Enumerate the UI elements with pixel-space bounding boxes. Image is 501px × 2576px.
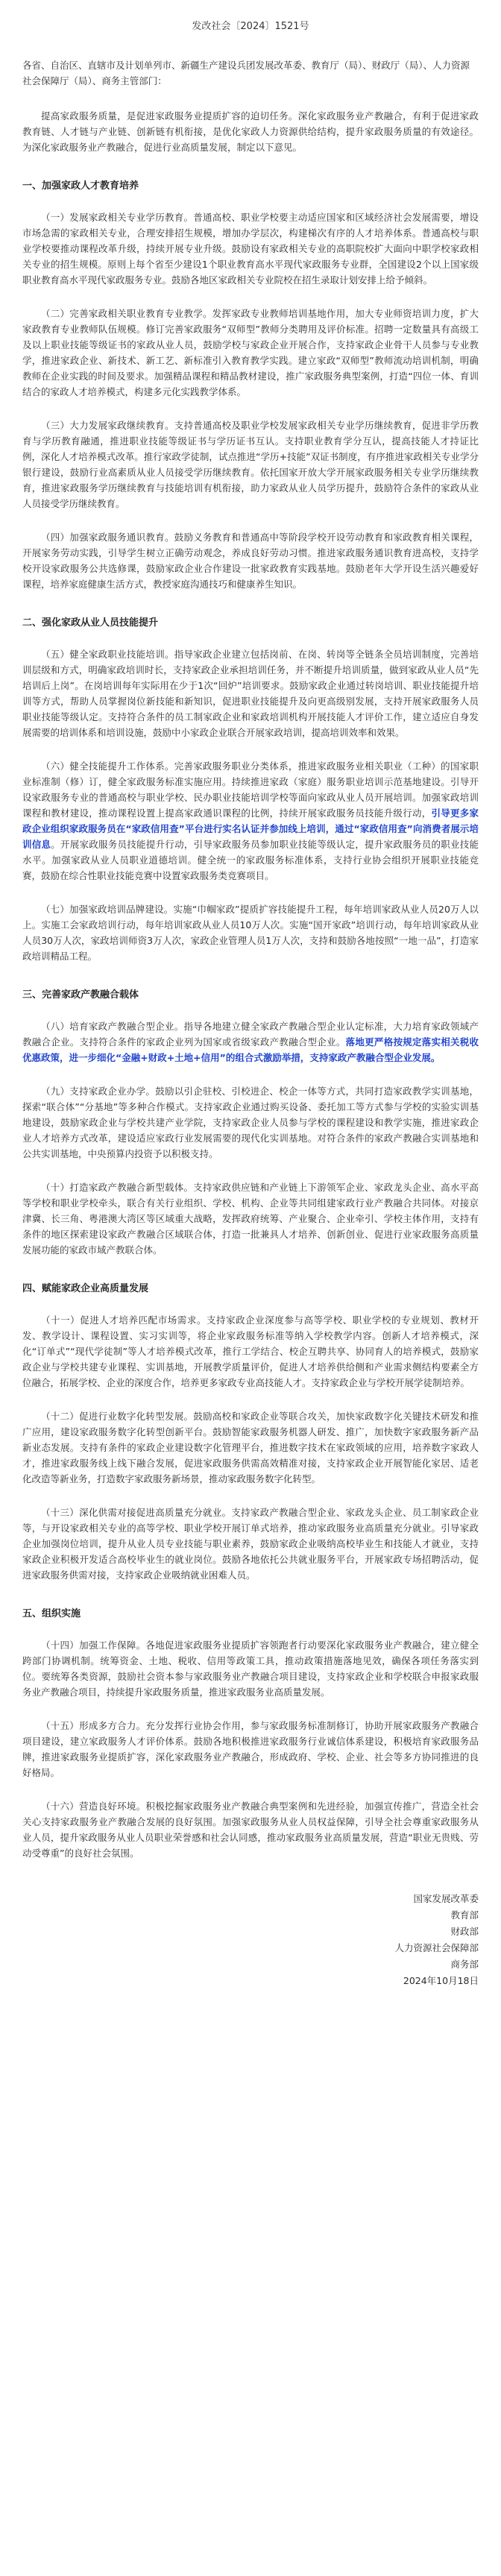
body-paragraph: [22, 1637, 479, 1700]
paragraph-text: （十四）加强工作保障。各地促进家政服务业提质扩容领跑者行动要深化家政服务业产教融合，建立健全跨部门协调机制。统筹资金、土地、税收、信用等政策工具，推动政策措施落地见效，确保各项任务落实到位。要统筹各类资源，鼓励社会资本参与家政服务业产教融合项目建设，支持家政企业和学校联合申报家政服务业产教融合项目，持续提升家政服务质量，推进家政服务业高质量发展。: [22, 1640, 479, 1698]
paragraph-text: （十五）形成多方合力。充分发挥行业协会作用，参与家政服务标准制修订，协助开展家政服务产教融合项目建设，建立家政服务人才评价体系。鼓励各地积极推进家政服务行业诚信体系建设，积极培育家政服务品牌，推进家政服务业提质扩容，深化家政服务业产教融合，形成政府、学校、企业、社会等多方协同推进的良好格局。: [22, 1720, 479, 1778]
body-paragraph: [22, 418, 479, 511]
signature-block: [22, 1891, 479, 1989]
signature-issuer: 国家发展改革委: [413, 1893, 479, 1904]
paragraph-text: （三）大力发展家政继续教育。支持普通高校及职业学校发展家政相关专业学历继续教育，促进非学历教育与学历教育融通，推进职业技能等级证书与学历证书互认。支持职业教育学分互认，提高技能人才持证比例，深化人才培养模式改革。推行家政学徒制，试点推进“学历+技能”双证书制度，有序推进家政相关专业学分银行建设，鼓励行业高素质从业人员接受学历继续教育。依托国家开放大学开展家政服务相关专业学历继续教育，推进家政服务学历继续教育与技能培训有机衔接，助力家政从业人员学历提升，鼓励符合条件的家政从业人员接受学历继续教育。: [22, 420, 479, 509]
paragraph-text: （二）完善家政相关职业教育专业教学。发挥家政专业教师培训基地作用，加大专业师资培训力度，扩大家政教育专业教师队伍规模。修订完善家政服务“双师型”教师分类聘用及评价标准。招聘一定数量具有高级工及以上职业技能等级证书的家政从业人员，鼓励学校与家政企业开展合作，支持家政企业骨干人员参与专业教学，推进家政企业、新技术、新工艺、新标准引入教育教学实践。建立家政“双师型”教师流动培训机制，明确教师在企业实践的时间及要求。加强精品课程和精品教材建设，推广家政服务典型案例，打造“四位一体、育训结合的家政人才培养模式，构建多元化实践教学体系。: [22, 308, 479, 397]
body-paragraph: [22, 1018, 479, 1065]
body-paragraph: [22, 210, 479, 288]
body-paragraph: [22, 901, 479, 964]
body-paragraph: [22, 529, 479, 592]
body-paragraph: [22, 1083, 479, 1162]
body-paragraph: [22, 1718, 479, 1780]
body-paragraph: [22, 1312, 479, 1391]
signature-date: 2024年10月18日: [403, 1975, 479, 1986]
paragraph-text: （五）健全家政职业技能培训。指导家政企业建立包括岗前、在岗、转岗等全链条全员培训制度，完善培训层级和方式，明确家政培训时长，支持家政企业承担培训任务，并不断提升培训质量，做到家政从业人员“先培训后上岗”。在岗培训每年实际用在少于1次“回炉”培训要求。鼓励家政企业通过转岗培训、职业技能提升培训等方式，帮助人员掌握岗位新技能和新知识，促进职业技能提升及向更高级别发展，支持开展家政服务人员职业技能等级认定。支持符合条件的员工制家政企业和家政培训机构开展技能人才评价工作，建立适应自身发展需要的培训体系和培训设施，鼓励中小家政企业联合开展家政培训，提高培训效率和效果。: [22, 649, 479, 738]
paragraph-text: （七）加强家政培训品牌建设。实施“巾帼家政”提质扩容技能提升工程，每年培训家政从业人员20万人以上。实施工会家政培训行动，每年培训家政从业人员10万人次。实施“国开家政”培训行动，每年培训家政从业人员30万人次，家政培训师资3万人次，家政企业管理人员1万人次，支持和鼓励各地按照“一地一品”，打造家政培训精品工程。: [22, 904, 479, 962]
section-heading: 五、组织实施: [22, 1608, 81, 1619]
signature-issuer: 财政部: [450, 1926, 479, 1937]
paragraph-text: （十一）促进人才培养匹配市场需求。支持家政企业深度参与高等学校、职业学校的专业规划、教材开发、教学设计、课程设置、实习实训等，将企业家政服务标准等纳入学校教学内容。创新人才培养模式，深化“订单式”“现代学徒制”等人才培养模式改革，推行工学结合、校企互聘共享、协同育人的培养模式，鼓励家政企业与学校共建专业课程、实训基地，开展教学质量评价，促进人才培养供给侧和产业需求侧结构要素全方位融合，拓展学校、企业的深度合作，培养更多家政专业高技能人才。支持家政企业与学校开展学徒制培养。: [22, 1314, 479, 1388]
paragraph-text: （六）健全技能提升工作体系。完善家政服务职业分类体系，推进家政服务业相关职业（工种）的国家职业标准制（修）订，健全家政服务标准实施应用。持续推进家政（家庭）服务职业培训示范基地建设。引导开设家政服务专业的普通高校与职业学校、民办职业技能培训学校等面向家政从业人员开展培训。加强家政培训课程和教材建设，推动课程设置上提高家政通识课程的比例，持续开展家政服务员技能升级行动，: [22, 760, 479, 819]
body-paragraph: [22, 1798, 479, 1861]
body-paragraph: [22, 646, 479, 740]
paragraph-text: （十六）营造良好环境。积极挖掘家政服务业产教融合典型案例和先进经验，加强宣传推广，营造全社会关心支持家政服务业产教融合发展的良好氛围。加强家政服务从业人员权益保障，引导全社会尊重家政服务从业人员，提升家政服务从业人员职业荣誉感和社会认同感，推动家政服务业高质量发展，营造“职业无贵贱、劳动受尊重”的良好社会氛围。: [22, 1801, 479, 1859]
section-heading: 二、强化家政从业人员技能提升: [22, 617, 159, 629]
intro-paragraph: 提高家政服务质量，是促进家政服务业提质扩容的迫切任务。深化家政服务业产教融合，有利于促进家政教育链、人才链与产业链、创新链有机衔接，是优化家政人力资源供给结构，提升家政服务质量的有效途径。为深化家政服务业产教融合，促进行业高质量发展，制定以下意见。: [22, 110, 479, 153]
paragraph-text: （十二）促进行业数字化转型发展。鼓励高校和家政企业等联合攻关，加快家政数字化关键技术研发和推广应用，建设家政服务数字化转型创新平台。鼓励智能家政服务机器人研发、推广，加快数字家政服务新产品新业态发展。支持有条件的家政企业建设数字化管理平台，推进数字技术在家政领域的应用，培养数字家政人才，推进家政服务线上线下融合发展，促进家政服务供需高效精准对接，支持家政企业开展智能化家居、适老化改造等新业务，打造数字家政服务新场景，推动家政服务数字化转型。: [22, 1411, 479, 1484]
body-paragraph: [22, 1505, 479, 1583]
section-heading: 一、加强家政人才教育培养: [22, 180, 139, 192]
paragraph-tail: 。开展家政服务员技能提升行动，引导家政服务员参加职业技能等级认定，提升家政服务员的职业技能水平。加强家政从业人员职业道德培训。健全统一的家政服务标准体系，支持行业协会组织开展职业技能竞赛，鼓励在综合性职业技能竞赛中设置家政服务类竞赛项目。: [22, 839, 479, 881]
paragraph-text: （十）打造家政产教融合新型载体。支持家政供应链和产业链上下游领军企业、家政龙头企业、高水平高等学校和职业学校牵头，联合有关行业组织、学校、机构、企业等共同组建家政行业产教融合共同体。对接京津冀、长三角、粤港澳大湾区等区域重大战略，发挥政府统筹、产业聚合、企业牵引、学校主体作用，支持有条件的地区探索建设家政产教融合区域联合体，打造一批兼具人才培养、创新创业、促进行业家政服务高质量发展功能的家政市域产教联合体。: [22, 1182, 479, 1256]
section-heading: 四、赋能家政企业高质量发展: [22, 1283, 149, 1294]
document-number: 发改社会〔2024〕1521号: [192, 21, 309, 32]
paragraph-text: （十三）深化供需对接促进高质量充分就业。支持家政产教融合型企业、家政龙头企业、员工制家政企业等，与开设家政相关专业的高等学校、职业学校开展订单式培养，推动家政服务业高质量充分就业。引导家政企业加强岗位培训，提升从业人员专业技能与职业素养，鼓励家政企业吸纳高校毕业生和技能人才就业，支持家政企业积极开发适合高校毕业生的就业岗位。鼓励各地依托公共就业服务平台，开展家政专场招聘活动，促进家政服务供需对接，支持家政企业吸纳就业困难人员。: [22, 1507, 479, 1581]
signature-issuer: 商务部: [450, 1959, 479, 1970]
body-paragraph: [22, 1180, 479, 1258]
paragraph-text: （四）加强家政服务通识教育。鼓励义务教育和普通高中等阶段学校开设劳动教育和家政教育相关课程，开展家务劳动实践，引导学生树立正确劳动观念，养成良好劳动习惯。推进家政服务通识教育进高校，支持学校开设家政服务公共选修课，鼓励家政企业合作建设一批家政教育实践基地。鼓励老年大学开设生活兴趣爱好课程，培养家庭健康生活方式，教授家庭沟通技巧和健康养生知识。: [22, 532, 479, 590]
highlighted-text: 引导更多家政企业组织家政服务员在“家政信用查”平台进行实名认证并参加线上培训，通过“家政信用查”向消费者展示培训信息: [22, 807, 479, 850]
document-sections: [22, 177, 479, 1861]
paragraph-text: （一）发展家政相关专业学历教育。普通高校、职业学校要主动适应国家和区域经济社会发展需要，增设市场急需的家政相关专业，合理安排招生规模，增加办学层次，构建梯次有序的人才培养体系。普通高校与职业学校要推动课程改革升级，持续开展专业升级。鼓励设有家政相关专业的高职院校扩大面向中职学校家政相关专业的招生规模。原则上每个省至少建设1个职业教育高水平现代家政服务专业群，全国建设2个以上国家级职业教育高水平现代家政服务专业。鼓励各地区家政相关专业院校在招生录取计划安排上给予倾斜。: [22, 212, 479, 286]
addressee: 各省、自治区、直辖市及计划单列市、新疆生产建设兵团发展改革委、教育厅（局）、财政厅（局）、人力资源社会保障厅（局）、商务主管部门：: [22, 60, 470, 86]
highlighted-text: 落地更严格按规定落实相关税收优惠政策，进一步细化“金融+财政+土地+信用”的组合式激励举措，支持家政产教融合型企业发展。: [22, 1036, 479, 1063]
body-paragraph: [22, 306, 479, 400]
body-paragraph: [22, 758, 479, 884]
signature-issuer: 教育部: [450, 1909, 479, 1921]
paragraph-text: （八）培育家政产教融合型企业。指导各地建立健全家政产教融合型企业认定标准，大力培育家政领域产教融合企业。支持符合条件的家政企业列为国家或省级家政产教融合型企业。: [22, 1021, 479, 1048]
body-paragraph: [22, 1408, 479, 1487]
paragraph-text: （九）支持家政企业办学。鼓励以引企驻校、引校进企、校企一体等方式，共同打造家政教学实训基地，探索“联合体”“分基地”等多种合作模式。支持家政企业通过购买设备、委托加工等方式参与学校的实验实训基地建设，鼓励家政企业与学校共建产业学院，支持家政企业人员参与学校的课程建设和教学实施，推进家政企业人才培养方式改革，建设适应家政行业发展需要的现代化实训基地。对符合条件的家政产教融合实训基地和公共实训基地，中央预算内投资予以积极支持。: [22, 1086, 479, 1159]
signature-issuer: 人力资源社会保障部: [394, 1942, 479, 1953]
section-heading: 三、完善家政产教融合载体: [22, 989, 139, 1001]
